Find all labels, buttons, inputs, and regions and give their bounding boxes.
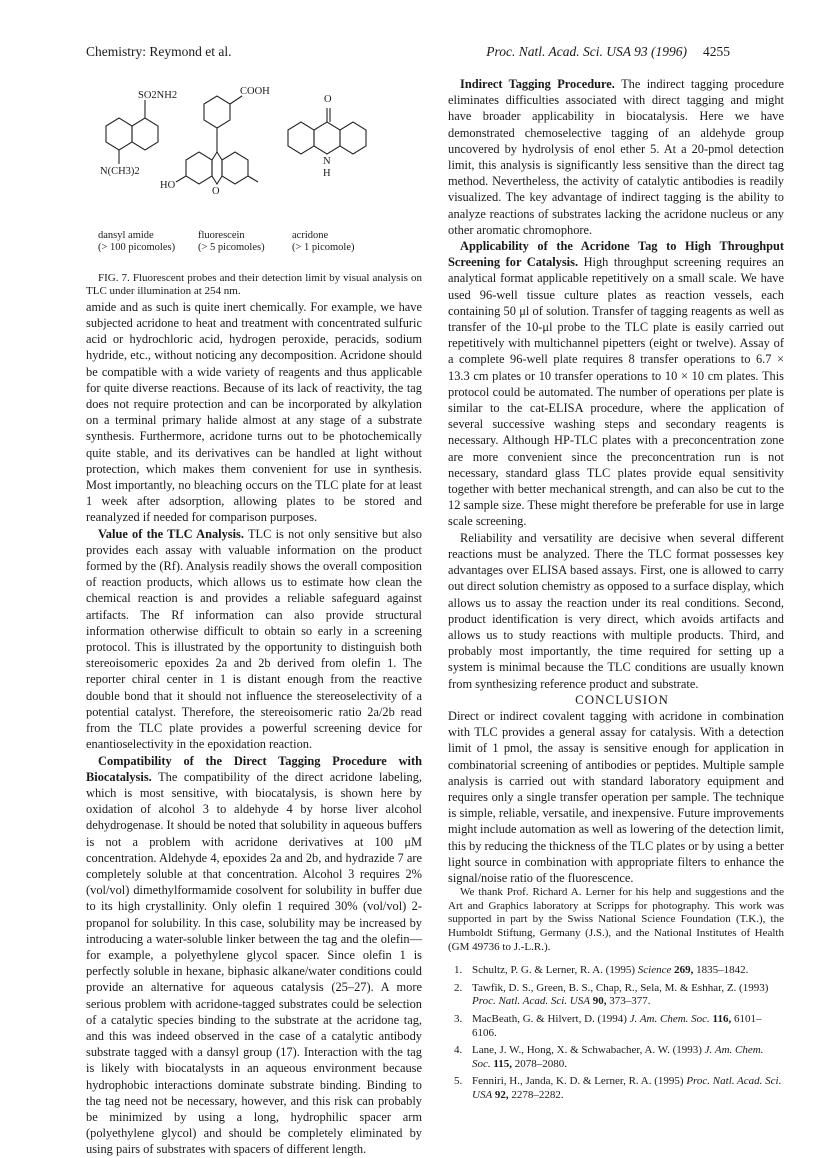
- reference-volume: 116,: [712, 1012, 732, 1025]
- sulfonamide-label: SO2NH2: [138, 90, 178, 101]
- section-compatibility: [86, 753, 422, 1158]
- reference-authors: Lane, J. W., Hong, X. & Schwabacher, A. W. (1993): [472, 1044, 702, 1057]
- reference-journal: J. Am. Chem. Soc.: [472, 1044, 764, 1070]
- reference-volume: 269,: [674, 964, 694, 977]
- reference-journal: Proc. Natl. Acad. Sci. USA: [472, 1075, 782, 1101]
- reference-journal: Proc. Natl. Acad. Sci. USA: [472, 995, 590, 1008]
- section-text: TLC is not only sensitive but also provides each assay with valuable information on the product formed by the (Rf). Analysis readily shows the overall composition of reaction products, which allows us to estimate how clean the chemical reaction is and provides a reliable safeguard against artifacts. The Rf information can also provide structural information otherwise difficult to obtain so early in a screening protocol. This is illustrated by the opportunity to distinguish both stereoisomeric epoxides 2a and 2b derived from olefin 1. The reporter chiral center in 1 is distant enough from the reactive double bond that it should not influence the stereoselectivity of a potential catalyst. Therefore, the stereoisomeric ratio 2a/2b read from the TLC plate provides a powerful screening device for enantioselectivity in the epoxidation reaction.: [86, 526, 422, 752]
- fluorescein-limit: (> 5 picomoles): [198, 242, 265, 253]
- section-high-throughput: [448, 238, 784, 530]
- reference-pages: 373–377.: [609, 995, 651, 1008]
- references: [448, 964, 784, 1102]
- fluorescein-ring-left: [186, 152, 212, 184]
- dansyl-name: dansyl amide: [98, 230, 154, 241]
- fluorescein-ring-right: [222, 152, 248, 184]
- reference-authors: Tawfik, D. S., Green, B. S., Chap, R., Sela, M. & Eshhar, Z. (1993): [472, 981, 769, 994]
- reference-number: 3.: [454, 1012, 463, 1025]
- reference-number: 4.: [454, 1044, 463, 1057]
- left-column: [86, 76, 422, 1158]
- fluorescent-probes-structures: [86, 76, 422, 226]
- conclusion-heading: CONCLUSION: [575, 691, 669, 707]
- journal-info: [486, 44, 730, 60]
- hydroxyl-label: HO: [160, 180, 176, 191]
- reference-number: 2.: [454, 981, 463, 994]
- reference-item: [448, 1075, 784, 1102]
- reference-volume: 92,: [494, 1088, 509, 1101]
- reference-authors: Schultz, P. G. & Lerner, R. A. (1995): [472, 964, 636, 977]
- paragraph: Reliability and versatility are decisive when several different reactions must be analyzed. There the TLC format possesses key advantages over ELISA based assays. First, one is allowed to carry out direct solution chemistry as opposed to a surface display, which allows us to assay the reaction under its real conditions. Second, product identification is very direct, which avoids artifacts and allows us to study reactions with multiple products. Third, and probably most importantly, the time required for setting up a system is minimal because the TLC conditions are usually known from synthesizing reference product and substrate.: [448, 530, 784, 691]
- reference-authors: Fenniri, H., Janda, K. D. & Lerner, R. A. (1995): [472, 1075, 684, 1088]
- right-column: [448, 76, 784, 1106]
- carboxyl-label: COOH: [240, 86, 270, 97]
- acridone-limit: (> 1 picomole): [292, 242, 355, 253]
- reference-pages: 6101–6106.: [472, 1012, 762, 1039]
- section-text: The indirect tagging procedure eliminates difficulties associated with direct tagging and might have broader applicability in biocatalysis. Here we have demonstrated chemoselective tagging of an aldehyde group uncovered by hydrolysis of enol ether 5. At a 20-pmol detection limit, this analysis is significantly less sensitive than the direct tag method. Nevertheless, the activity of catalytic antibodies is readily visualized. The key advantage of indirect tagging is the ability to analyze reactions of substrates lacking the acridone nucleus or any other aromatic chromophore.: [448, 77, 784, 237]
- acridone-ring-right: [340, 122, 366, 154]
- figure-7: [86, 76, 422, 272]
- reference-item: [448, 982, 784, 1009]
- dansyl-limit: (> 100 picomoles): [98, 242, 176, 253]
- section-text: The compatibility of the direct acridone labeling, which is most sensitive, with biocatalysis, is shown here by oxidation of alcohol 3 to aldehyde 4 by horse liver alcohol dehydrogenase. It should be noted that solubility in aqueous buffers is not a problem with acridone derivatives at 100 μM concentration. Aldehyde 4, epoxides 2a and 2b, and hydrazide 7 are completely soluble at that concentration. Alcohol 3 requires 2% (vol/vol) dimethylformamide cosolvent for solubility in buffer due to its high crystallinity. Only olefin 1 required 30% (vol/vol) 2-propanol for solubility. In this case, solubility may be increased by introducing a water-soluble linker between the tag and the olefin—for example, a polyethylene glycol spacer. Since olefin 1 is perfectly soluble in hexane, biphasic alkane/water conditions could provide an alternative for aqueous catalysis (25–27). A more serious problem with acridone-tagged substrates could be selection of a catalytic species binding to the substrate at the acridone tag, and this was indeed observed in the case of a catalytic antibody substrate tagged with a dansyl group (17). Interaction with the tag is likely with biocatalysts in an aqueous environment because hydrophobic interactions dominate substrate binding. Binding to the tag need not be necessary, however, and this risk can probably be minimized by using a long, hydrophilic spacer arm (polyethylene glycol) and should be completely eliminated by using pairs of substrates with spacers of different length.: [86, 769, 422, 1157]
- figure-caption: FIG. 7. Fluorescent probes and their detection limit by visual analysis on TLC under illumination at 254 nm.: [86, 272, 422, 298]
- reference-journal: Science: [637, 964, 672, 977]
- reference-volume: 90,: [592, 995, 607, 1008]
- paragraph: amide and as such is quite inert chemically. For example, we have subjected acridone to heat and treatment with concentrated sulfuric acid or hydrochloric acid, hydrogen peroxide, peracids, sodium hydride, etc., without noticing any decomposition. Acridone should be compatible with a wide variety of reagents and thus applicable for quite diverse reactions. Because of its lack of reactivity, the tag does not require protection and can be incorporated by alkylation on a terminal primary halide almost at any stage of a substrate synthesis. Furthermore, acridone turns out to be photochemically quite stable, and its derivatives can be handled at light without protection, which makes them convenient for use in synthesis. Most importantly, no bleaching occurs on the TLC plate for at least 1 week after adsorption, allowing plates to be stored and reanalyzed if needed for comparison purposes.: [86, 299, 422, 525]
- acridone-name: acridone: [292, 230, 329, 241]
- journal-citation: Proc. Natl. Acad. Sci. USA 93 (1996): [486, 44, 687, 59]
- section-title: Indirect Tagging Procedure.: [460, 77, 615, 91]
- xanthene-oxygen-label: O: [212, 186, 220, 197]
- reference-pages: 2278–2282.: [511, 1088, 564, 1101]
- fluorescein-name: fluorescein: [198, 230, 245, 241]
- reference-journal: J. Am. Chem. Soc.: [629, 1012, 710, 1025]
- fluorescein-benzoic-ring: [204, 96, 230, 128]
- reference-pages: 2078–2080.: [514, 1057, 568, 1070]
- acridone-hydrogen-label: H: [323, 168, 331, 179]
- running-head: Chemistry: Reymond et al.: [86, 44, 232, 59]
- page-number: 4255: [703, 44, 730, 59]
- reference-volume: 115,: [493, 1057, 513, 1070]
- section-title: Compatibility of the Direct Tagging Procedure with Biocatalysis.: [86, 753, 422, 784]
- section-text: High throughput screening requires an analytical format applicable repetitively on a small scale. We have used 96-well tissue culture plates as reaction vessels, each containing 50 μl of solution. Transfer of tagging reagents as well as transfer of the 10-μl probe to the TLC plate is easily carried out repetitively with multichannel pipetters (eight or twelve). Assay of a complete 96-well plate requires 8 transfer operations to 6.7 × 13.3 cm plates or 10 transfer operations to 10 × 10 cm plates. This protocol could be automated. The number of operations per plate is similar to the cat-ELISA procedure, where the application of several successive washing steps and secondary reagents is necessary. Although HP-TLC plates with a preconcentration zone are more convenient since the preconcentration run is not necessary, standard glass TLC plates provide equal sensitivity together with better mechanical strength, and can also be cut to the 12 sample size. These might therefore be preferable for use in large scale screening.: [448, 255, 784, 529]
- acridone-ring-center: [314, 122, 340, 154]
- reference-number: 1.: [454, 964, 463, 977]
- dimethylamino-label: N(CH3)2: [100, 166, 140, 177]
- reference-authors: MacBeath, G. & Hilvert, D. (1994): [472, 1012, 627, 1025]
- section-title: Applicability of the Acridone Tag to High Throughput Screening for Catalysis.: [448, 239, 784, 270]
- section-value-tlc: [86, 526, 422, 753]
- reference-pages: 1835–1842.: [696, 964, 749, 977]
- reference-item: [448, 1044, 784, 1071]
- section-indirect-tagging: [448, 76, 784, 238]
- reference-item: [448, 1013, 784, 1040]
- reference-number: 5.: [454, 1075, 463, 1088]
- acknowledgments: We thank Prof. Richard A. Lerner for his help and suggestions and the Art and Graphics laboratory at Scripps for photography. This work was supported in part by the Swiss National Science Foundation (T.K.), the Humboldt Stiftung, Germany (J.S.), and the National Institutes of Health (GM 49736 to J.-L.R.).: [448, 886, 784, 953]
- acridone-nitrogen-label: N: [323, 156, 331, 167]
- acridone-ring-left: [288, 122, 314, 154]
- conclusion-text: Direct or indirect covalent tagging with acridone in combination with TLC provides a general assay for catalysis. With a detection limit of 1 pmol, the assay is sensitive enough for application in combinatorial screening of antibodies or peptides. Multiple sample analysis is carried out with standard laboratory equipment and requires only a single transfer operation per sample. The technique is simple, reliable, versatile, and inexpensive. Future improvements might include automation as well as lowering of the detection limit, this by reducing the thickness of the TLC plates or by using a better light source in combination with appropriate filters to enhance the signal/noise ratio of the fluorescence.: [448, 708, 784, 885]
- section-title: Value of the TLC Analysis.: [98, 526, 244, 541]
- acridone-carbonyl-label: O: [324, 94, 332, 105]
- dansyl-ring-a: [106, 118, 132, 150]
- reference-item: [448, 964, 784, 978]
- dansyl-ring-b: [132, 118, 158, 150]
- page-header: [86, 44, 730, 64]
